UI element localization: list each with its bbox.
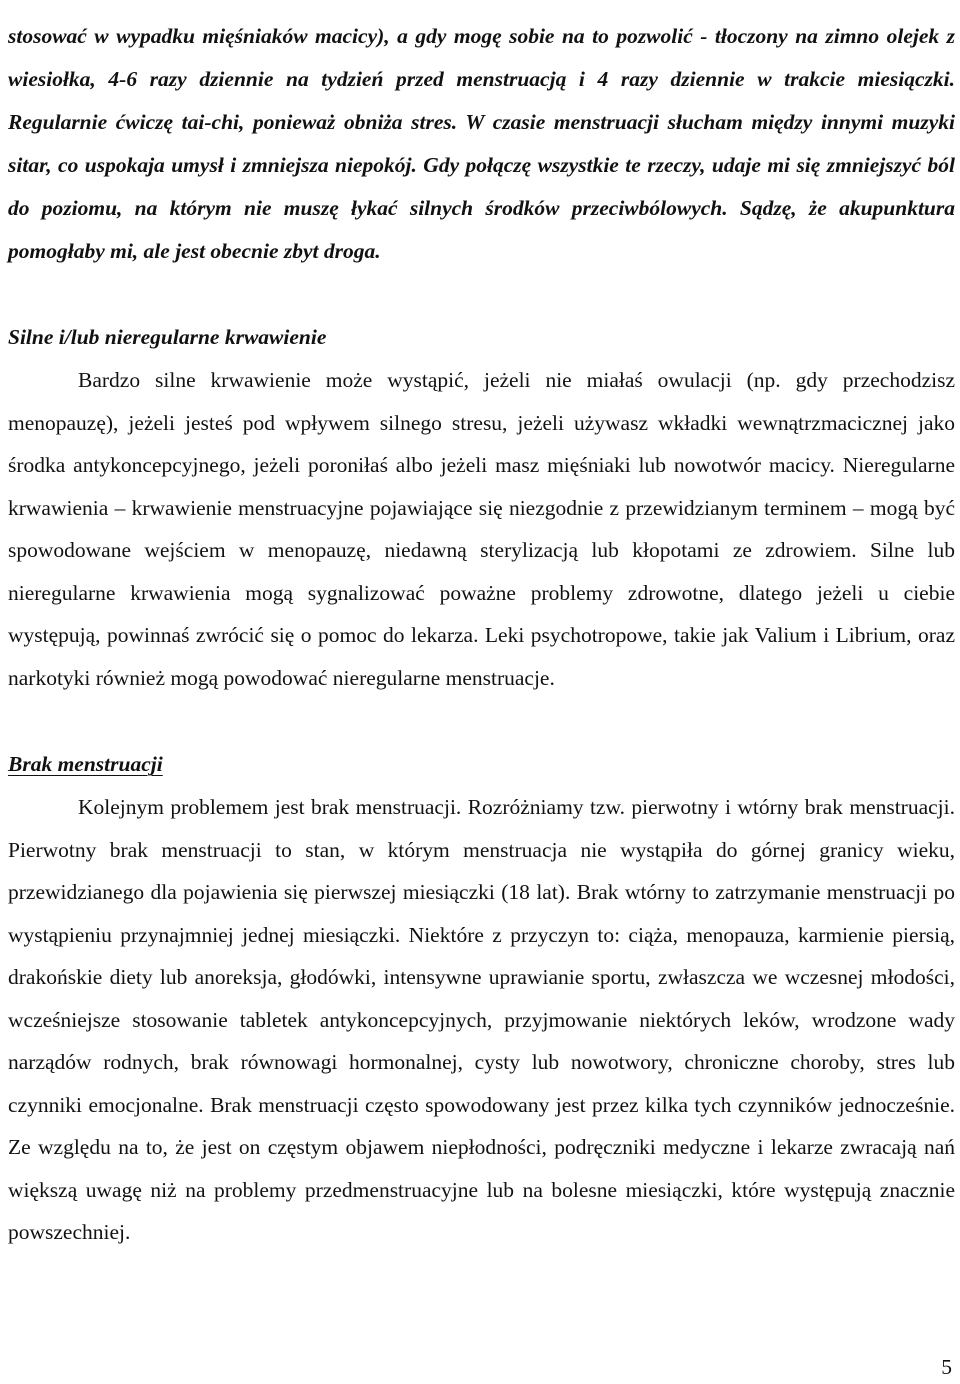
document-page: [8, 0, 955, 1254]
intro-paragraph: stosować w wypadku mięśniaków macicy), a gdy mogę sobie na to pozwolić - tłoczony na zimno olejek z wiesiołka, 4-6 razy dziennie na tydzień przed menstruacją i 4 razy dziennie w trakcie miesiączki. Regularnie ćwiczę tai-chi, ponieważ obniża stres. W czasie menstruacji słucham między innymi muzyki sitar, co uspokaja umysł i zmniejsza niepokój. Gdy połączę wszystkie te rzeczy, udaje mi się zmniejszyć ból do poziomu, na którym nie muszę łykać silnych środków przeciwbólowych. Sądzę, że akupunktura pomogłaby mi, ale jest obecnie zbyt droga.: [8, 24, 955, 263]
page-number: 5: [941, 1355, 952, 1379]
section-paragraph-heavy-bleeding: Bardzo silne krwawienie może wystąpić, jeżeli nie miałaś owulacji (np. gdy przechodzisz menopauzę), jeżeli jesteś pod wpływem silnego stresu, jeżeli używasz wkładki wewnątrzmacicznej jako środka antykoncepcyjnego, jeżeli poroniłaś albo jeżeli masz mięśniaki lub nowotwór macicy. Nieregularne krwawienia – krwawienie menstruacyjne pojawiające się niezgodnie z przewidzianym terminem – mogą być spowodowane wejściem w menopauzę, niedawną sterylizacją lub kłopotami ze zdrowiem. Silne lub nieregularne krwawienia mogą sygnalizować poważne problemy zdrowotne, dlatego jeżeli u ciebie występują, powinnaś zwrócić się o pomoc do lekarza. Leki psychotropowe, takie jak Valium i Librium, oraz narkotyki również mogą powodować nieregularne menstruacje.: [8, 368, 955, 690]
section-heading-heavy-bleeding: Silne i/lub nieregularne krwawienie: [8, 325, 327, 349]
section-paragraph-no-menstruation: Kolejnym problemem jest brak menstruacji. Rozróżniamy tzw. pierwotny i wtórny brak menstruacji. Pierwotny brak menstruacji to stan, w którym menstruacja nie wystąpiła do górnej granicy wieku, przewidzianego dla pojawienia się pierwszej miesiączki (18 lat). Brak wtórny to zatrzymanie menstruacji po wystąpieniu przynajmniej jednej miesiączki. Niektóre z przyczyn to: ciąża, menopauza, karmienie piersią, drakońskie diety lub anoreksja, głodówki, intensywne uprawianie sportu, zwłaszcza we wczesnej młodości, wcześniejsze stosowanie tabletek antykoncepcyjnych, przyjmowanie niektórych leków, wrodzone wady narządów rodnych, brak równowagi hormonalnej, cysty lub nowotwory, chroniczne choroby, stres lub czynniki emocjonalne. Brak menstruacji często spowodowany jest przez kilka tych czynników jednocześnie. Ze względu na to, że jest on częstym objawem niepłodności, podręczniki medyczne i lekarze zwracają nań większą uwagę niż na problemy przedmenstruacyjne lub na bolesne miesiączki, które występują znacznie powszechniej.: [8, 795, 955, 1244]
section-heading-no-menstruation: Brak menstruacji: [8, 752, 163, 776]
